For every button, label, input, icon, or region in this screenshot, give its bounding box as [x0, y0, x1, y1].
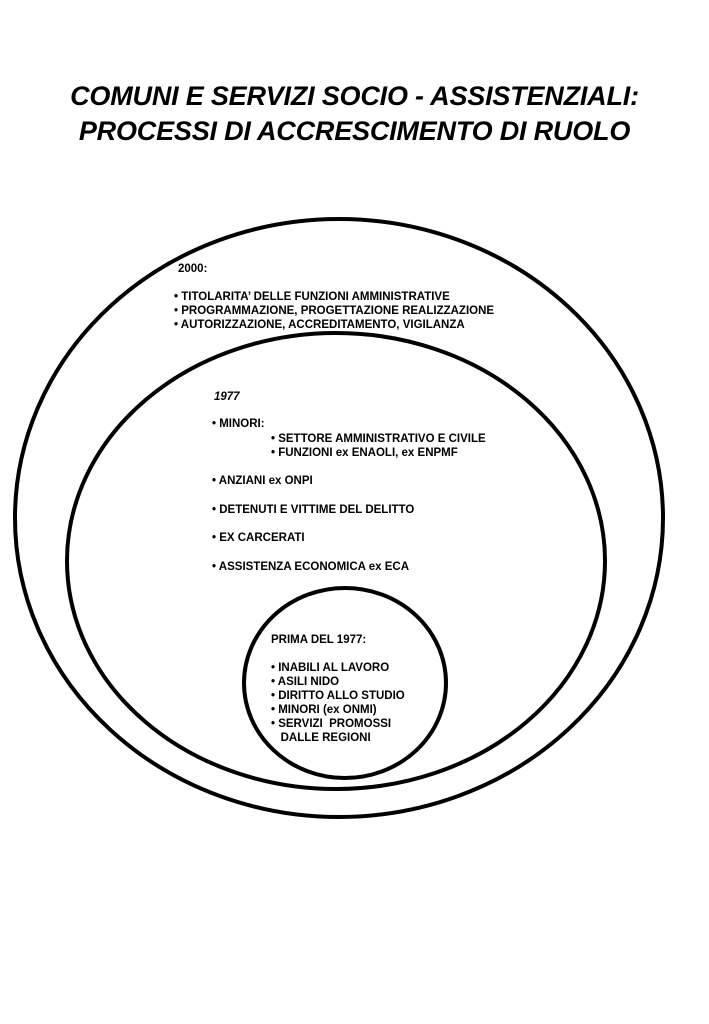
outer-item: • PROGRAMMAZIONE, PROGETTAZIONE REALIZZAZIONE: [174, 305, 495, 317]
inner-item: • ASILI NIDO: [271, 676, 340, 688]
outer-heading: 2000:: [178, 263, 208, 275]
page-title-line-2: PROCESSI DI ACCRESCIMENTO DI RUOLO: [78, 116, 631, 146]
middle-item: • ASSISTENZA ECONOMICA ex ECA: [212, 561, 409, 573]
middle-minori-label: • MINORI:: [212, 418, 265, 430]
inner-item: • MINORI (ex ONMI): [271, 704, 377, 716]
middle-minori-sub-item: • SETTORE AMMINISTRATIVO E CIVILE: [271, 433, 486, 445]
page-title-line-1: COMUNI E SERVIZI SOCIO - ASSISTENZIALI:: [70, 81, 639, 111]
middle-heading: 1977: [214, 391, 240, 403]
middle-item: • ANZIANI ex ONPI: [212, 475, 313, 487]
inner-heading: PRIMA DEL 1977:: [271, 634, 367, 646]
inner-item: • SERVIZI PROMOSSI: [271, 718, 392, 730]
inner-item: DALLE REGIONI: [271, 732, 371, 744]
outer-item: • AUTORIZZAZIONE, ACCREDITAMENTO, VIGILANZA: [174, 319, 465, 331]
middle-item: • EX CARCERATI: [212, 532, 305, 544]
inner-item: • DIRITTO ALLO STUDIO: [271, 690, 405, 702]
inner-item: • INABILI AL LAVORO: [271, 662, 390, 674]
outer-item: • TITOLARITA’ DELLE FUNZIONI AMMINISTRATIVE: [174, 291, 450, 303]
middle-item: • DETENUTI E VITTIME DEL DELITTO: [212, 504, 415, 516]
middle-minori-sub-item: • FUNZIONI ex ENAOLI, ex ENPMF: [271, 447, 458, 459]
